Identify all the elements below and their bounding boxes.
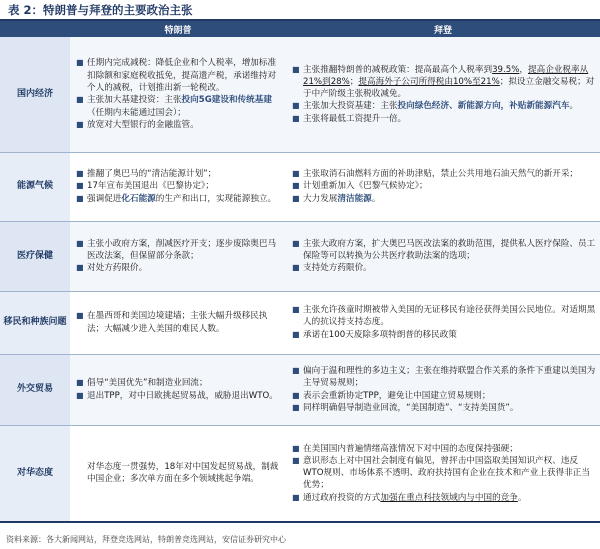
square-bullet-icon: ■: [292, 263, 300, 273]
highlight-text: 投向5G建设和传统基建: [181, 95, 272, 106]
biden-cell: [286, 221, 600, 291]
table-row: [0, 425, 600, 522]
source-note: 资料来源：各大新闻网站，拜登竞选网站，特朗普竞选网站，安信证券研究中心: [6, 535, 286, 544]
list-item: [292, 180, 596, 192]
list-item: [76, 390, 282, 402]
item-text: 。: [569, 101, 579, 112]
square-bullet-icon: ■: [76, 263, 84, 273]
row-category: 外交贸易: [0, 354, 70, 425]
bullet-list: [292, 64, 596, 125]
trump-cell: [70, 37, 286, 152]
square-bullet-icon: ■: [76, 181, 84, 191]
table-row: [0, 37, 600, 152]
item-text: 主张取消石油燃料方面的补助津贴，禁止公共用地石油天然气的新开采；: [303, 169, 579, 180]
highlight-text: 化石能源: [121, 193, 156, 204]
table-row: [0, 354, 600, 425]
square-bullet-icon: ■: [292, 101, 300, 111]
item-text: 17年宣布美国退出《巴黎协定》；: [87, 181, 214, 192]
square-bullet-icon: ■: [292, 64, 300, 74]
item-text: （任期内未能通过国会）；: [87, 107, 186, 118]
table-header-row: [0, 21, 600, 37]
list-item: [292, 100, 596, 112]
item-text: 在美国国内普遍情绪高涨情况下对中国的态度保持强硬；: [303, 443, 518, 454]
square-bullet-icon: ■: [292, 443, 300, 453]
item-text: 强调促进: [87, 193, 122, 204]
item-text: 计划重新加入《巴黎气候协定》；: [303, 181, 428, 192]
square-bullet-icon: ■: [292, 305, 300, 315]
bullet-list: [292, 443, 596, 504]
biden-cell: [286, 152, 600, 221]
row-category: 对华态度: [0, 425, 70, 522]
table-row: [0, 221, 600, 291]
header-category: [0, 21, 70, 37]
item-text: 主张小政府方案，削减医疗开支；逐步废除奥巴马医改法案，但保留部分条款；: [87, 238, 277, 261]
bullet-list: [292, 304, 596, 341]
list-item: [292, 365, 596, 390]
table-row: [0, 152, 600, 221]
list-item: [76, 94, 282, 119]
highlight-text: 清洁能源: [337, 193, 372, 204]
item-text: 。: [371, 193, 381, 204]
item-text: 通过政府投资的方式: [303, 492, 381, 503]
policy-table: [0, 21, 600, 523]
list-item: [292, 402, 596, 414]
bullet-list: [76, 377, 282, 402]
item-text: 的生产和出口，实现能源独立。: [155, 193, 277, 204]
item-text: 意识形态上对中国社会制度有偏见，曾抨击中国盗取美国知识产权、违反WTO规则、市场体系不透明、政府扶持国有企业在技术和产业上获得非正当优势；: [303, 455, 590, 491]
list-item: [76, 119, 282, 131]
item-text: 倡导“美国优先”和制造业回流；: [87, 378, 208, 389]
item-text: ，: [519, 64, 528, 75]
item-text: 主张允许孩童时期被带入美国的无证移民有途径获得美国公民地位。对适期黑人的抗议持支持态度。: [303, 305, 596, 328]
bullet-list: [292, 238, 596, 275]
bullet-list: [76, 238, 282, 275]
item-text: ；拟设立金融交易税；对于中产阶级主张税收减免。: [303, 76, 595, 100]
square-bullet-icon: ■: [292, 169, 300, 179]
bullet-list: [292, 365, 596, 414]
list-item: [292, 492, 596, 504]
trump-cell: [70, 354, 286, 425]
square-bullet-icon: ■: [76, 169, 84, 179]
list-item: [292, 262, 596, 274]
bullet-list: [76, 57, 282, 131]
item-text: ；: [349, 76, 359, 87]
underlined-text: 提高海外子公司所得税由10%至21%: [358, 76, 500, 87]
square-bullet-icon: ■: [292, 329, 300, 339]
square-bullet-icon: ■: [292, 193, 300, 203]
item-text: 承诺在100天废除多项特朗普的移民政策: [303, 329, 457, 340]
underlined-text: 39.5%: [492, 64, 520, 75]
item-text: 在墨西哥和美国边境建墙；主张大幅升级移民执法；大幅减少进入美国的难民人数。: [87, 311, 268, 334]
item-text: 支持处方药限价。: [303, 263, 372, 274]
square-bullet-icon: ■: [76, 95, 84, 105]
item-text: 任期内完成减税：降低企业和个人税率，增加标准扣除额和家庭税收抵免，提高遗产税，承诺维持对个人的减税，计划推出新一轮税改。: [87, 58, 277, 93]
item-text: 主张加大基建投资：主张: [87, 95, 182, 106]
item-text: 对华态度一贯强势，18年对中国发起贸易战，制裁中国企业；多次单方面在多个领域挑起争端。: [87, 461, 279, 485]
table-row: [0, 291, 600, 354]
bullet-list: [76, 168, 282, 205]
list-item: [76, 168, 282, 180]
list-item: [76, 262, 282, 274]
row-category: 能源气候: [0, 152, 70, 221]
square-bullet-icon: ■: [292, 455, 300, 465]
biden-cell: [286, 37, 600, 152]
square-bullet-icon: ■: [292, 390, 300, 400]
square-bullet-icon: ■: [76, 311, 84, 321]
table-title: 表 2：特朗普与拜登的主要政治主张: [8, 3, 193, 17]
trump-cell: [70, 152, 286, 221]
header-biden: 拜登: [286, 21, 600, 37]
bullet-list: [292, 168, 596, 205]
item-text: 主张推翻特朗普的减税政策：提高最高个人税率到: [303, 64, 493, 75]
row-category: 医疗保健: [0, 221, 70, 291]
underlined-text: 加强在重点科技领域内与中国的竞争: [380, 492, 518, 503]
underlined-text: 提高企业税率从21%到28%: [303, 64, 589, 87]
item-text: 对处方药限价。: [87, 263, 148, 274]
list-item: [76, 377, 282, 389]
item-text: 放宽对大型银行的金融监管。: [87, 119, 199, 130]
list-item: [76, 193, 282, 205]
item-text: 主张加大投资基建：主张: [303, 101, 398, 112]
list-item: [292, 443, 596, 455]
list-item: [292, 113, 596, 125]
row-category: 移民和种族问题: [0, 291, 70, 354]
square-bullet-icon: ■: [292, 492, 300, 502]
list-item: [292, 168, 596, 180]
square-bullet-icon: ■: [292, 238, 300, 248]
list-item: [292, 193, 596, 205]
square-bullet-icon: ■: [76, 378, 84, 388]
square-bullet-icon: ■: [292, 181, 300, 191]
square-bullet-icon: ■: [76, 238, 84, 248]
bullet-list: [76, 310, 282, 335]
highlight-text: 投向绿色经济、新能源方向，补贴新能源汽车: [397, 101, 570, 112]
item-text: 主张大政府方案，扩大奥巴马医改法案的救助范围，提供私人医疗保险、员工保险等可以转换为公共医疗救助法案的选项；: [303, 238, 596, 261]
list-item: [292, 304, 596, 329]
item-text: 退出TPP，对中日欧挑起贸易战，威胁退出WTO。: [87, 390, 278, 401]
list-item: [292, 238, 596, 263]
list-item: [292, 329, 596, 341]
trump-cell: [70, 291, 286, 354]
item-text: 表示会重新协定TPP，避免让中国建立贸易规则；: [303, 390, 491, 401]
list-item: [76, 180, 282, 192]
item-text: 推翻了奥巴马的“清洁能源计划”；: [87, 169, 217, 180]
list-item: [76, 57, 282, 94]
list-item: [292, 64, 596, 101]
item-text: 大力发展: [303, 193, 338, 204]
list-item: [76, 238, 282, 263]
square-bullet-icon: ■: [76, 58, 84, 68]
biden-cell: [286, 425, 600, 522]
biden-cell: [286, 291, 600, 354]
trump-cell: [70, 221, 286, 291]
item-text: 。: [517, 492, 527, 503]
list-item: [292, 390, 596, 402]
list-item: [76, 310, 282, 335]
item-text: 偏向于温和理性的多边主义；主张在维持联盟合作关系的条件下重建以美国为主导贸易规则；: [303, 365, 596, 389]
square-bullet-icon: ■: [292, 365, 300, 375]
square-bullet-icon: ■: [292, 402, 300, 412]
biden-cell: [286, 354, 600, 425]
trump-cell: [70, 425, 286, 522]
list-item: [292, 455, 596, 492]
square-bullet-icon: ■: [292, 113, 300, 123]
item-text: 同样明确倡导制造业回流，“美国制造”、“支持美国货”。: [303, 402, 519, 413]
row-category: 国内经济: [0, 37, 70, 152]
square-bullet-icon: ■: [76, 193, 84, 203]
header-trump: 特朗普: [70, 21, 286, 37]
item-text: 主张将最低工资提升一倍。: [303, 113, 407, 124]
square-bullet-icon: ■: [76, 119, 84, 129]
square-bullet-icon: ■: [76, 390, 84, 400]
